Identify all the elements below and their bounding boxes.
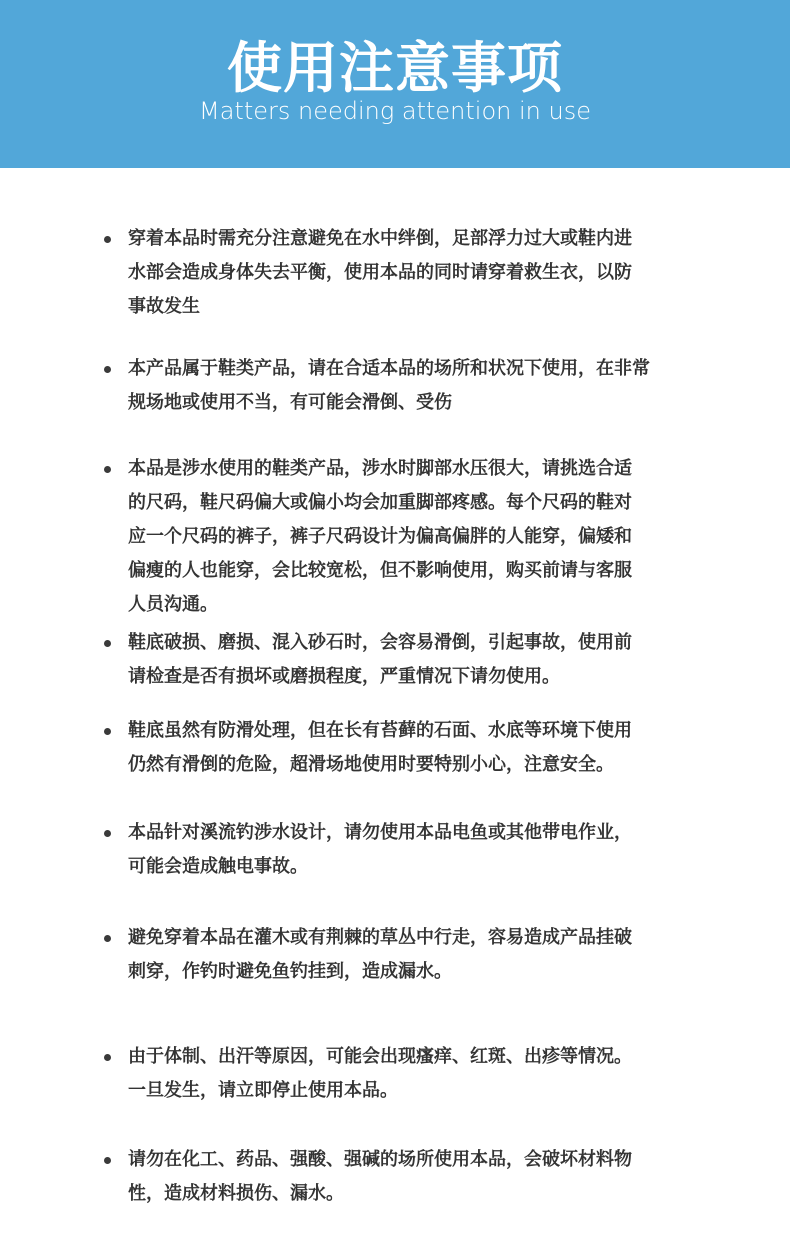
note-line: 应一个尺码的裤子，裤子尺码设计为偏高偏胖的人能穿，偏矮和 [128, 526, 632, 547]
note-line: 的尺码，鞋尺码偏大或偏小均会加重脚部疼感。每个尺码的鞋对 [128, 492, 632, 513]
bullet-dot-icon [104, 1157, 111, 1164]
note-line: 一旦发生，请立即停止使用本品。 [128, 1080, 398, 1101]
bullet-dot-icon [104, 640, 111, 647]
note-text [128, 1143, 698, 1211]
note-line: 请勿在化工、药品、强酸、强碱的场所使用本品，会破坏材料物 [128, 1149, 632, 1170]
note-line: 鞋底破损、磨损、混入砂石时，会容易滑倒，引起事故，使用前 [128, 632, 632, 653]
bullet-dot-icon [104, 1054, 111, 1061]
bullet-dot-icon [104, 236, 111, 243]
header-banner [0, 0, 790, 168]
bullet-dot-icon [104, 466, 111, 473]
note-line: 规场地或使用不当，有可能会滑倒、受伤 [128, 392, 452, 413]
note-line: 仍然有滑倒的危险，超滑场地使用时要特别小心，注意安全。 [128, 754, 614, 775]
note-text [128, 452, 698, 622]
note-line: 事故发生 [128, 296, 200, 317]
bullet-dot-icon [104, 728, 111, 735]
note-line: 人员沟通。 [128, 594, 218, 615]
note-line: 穿着本品时需充分注意避免在水中绊倒，足部浮力过大或鞋内进 [128, 228, 632, 249]
note-line: 避免穿着本品在灌木或有荆棘的草丛中行走，容易造成产品挂破 [128, 927, 632, 948]
note-line: 鞋底虽然有防滑处理，但在长有苔藓的石面、水底等环境下使用 [128, 720, 632, 741]
note-line: 可能会造成触电事故。 [128, 856, 308, 877]
note-line: 刺穿，作钓时避免鱼钓挂到，造成漏水。 [128, 961, 452, 982]
note-line: 水部会造成身体失去平衡，使用本品的同时请穿着救生衣，以防 [128, 262, 632, 283]
bullet-dot-icon [104, 366, 111, 373]
note-line: 请检查是否有损坏或磨损程度，严重情况下请勿使用。 [128, 666, 560, 687]
note-text [128, 626, 698, 694]
bullet-dot-icon [104, 830, 111, 837]
note-line: 本品是涉水使用的鞋类产品，涉水时脚部水压很大，请挑选合适 [128, 458, 632, 479]
note-line: 由于体制、出汗等原因，可能会出现瘙痒、红斑、出疹等情况。 [128, 1046, 632, 1067]
note-text [128, 352, 698, 420]
bullet-dot-icon [104, 935, 111, 942]
page-subtitle: Matters needing attention in use [199, 97, 591, 125]
note-text [128, 1040, 698, 1108]
note-text [128, 222, 698, 324]
note-text [128, 921, 698, 989]
note-text [128, 714, 698, 782]
note-line: 偏瘦的人也能穿，会比较宽松，但不影响使用，购买前请与客服 [128, 560, 632, 581]
note-text [128, 816, 698, 884]
note-line: 本产品属于鞋类产品，请在合适本品的场所和状况下使用，在非常 [128, 358, 650, 379]
note-line: 性，造成材料损伤、漏水。 [128, 1183, 344, 1204]
note-line: 本品针对溪流钓涉水设计，请勿使用本品电鱼或其他带电作业， [128, 822, 632, 843]
page-title: 使用注意事项 [226, 36, 563, 100]
